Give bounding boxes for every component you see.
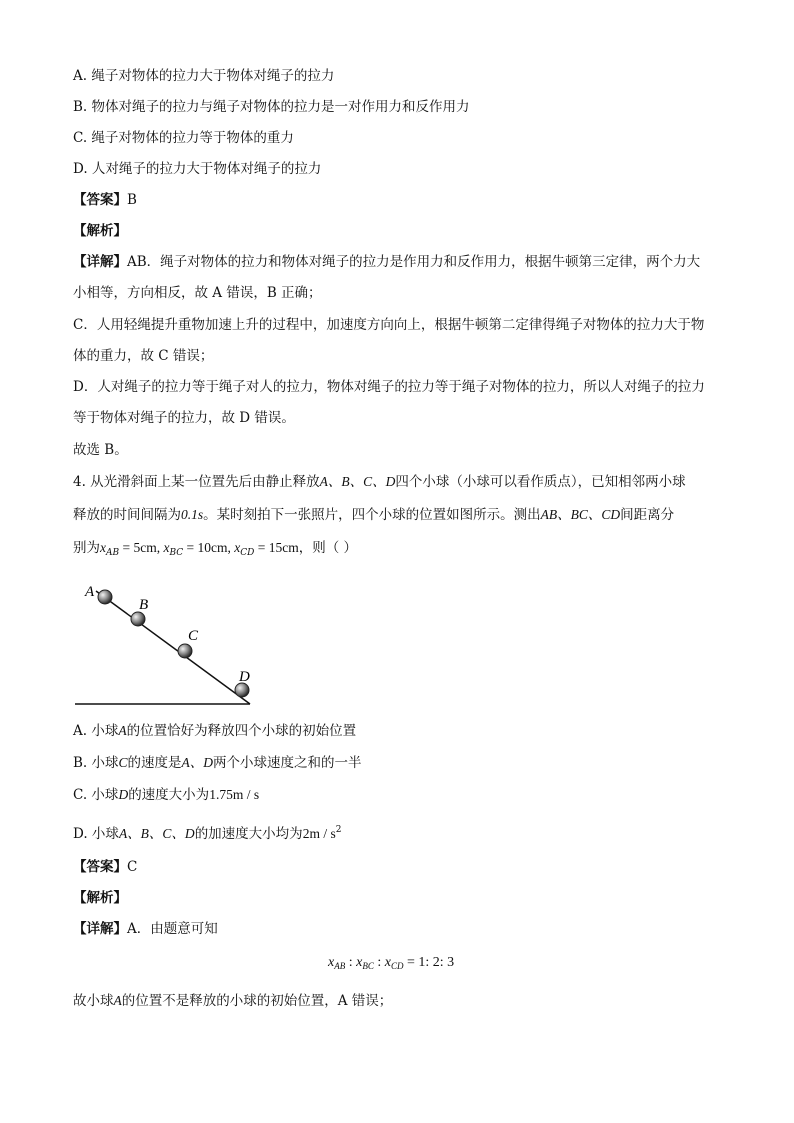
label-b: B xyxy=(139,597,149,613)
q4-stem-text: 。某时刻拍下一张照片，四个小球的位置如图所示。测出 xyxy=(203,507,541,523)
option-text: 的加速度大小均为 xyxy=(194,826,303,842)
q3-option-b: B. 物体对绳子的拉力与绳子对物体的拉力是一对作用力和反作用力 xyxy=(73,99,470,115)
formula-x: x xyxy=(328,955,335,970)
formula-x: x xyxy=(234,540,241,555)
q4-stem-text: 间距离分 xyxy=(620,507,675,523)
option-text: 两个小球速度之和的一半 xyxy=(213,755,362,771)
q3-detail-line-2: 小相等，方向相反，故 A 错误，B 正确； xyxy=(73,285,322,301)
detail-text: AB．绳子对物体的拉力和物体对绳子的拉力是作用力和反作用力，根据牛顿第三定律，两个力大 xyxy=(127,254,701,270)
option-text: 的速度大小为 xyxy=(128,787,210,803)
formula-sub: CD xyxy=(240,548,255,558)
ratio-formula xyxy=(328,955,454,971)
option-text: 的位置恰好为释放四个小球的初始位置 xyxy=(126,723,357,739)
detail-text: 故小球 xyxy=(73,993,114,1009)
formula-value: = 1: 2: 3 xyxy=(403,955,455,970)
label-d: D xyxy=(239,669,250,685)
q3-option-d: D. 人对绳子的拉力大于物体对绳子的拉力 xyxy=(73,161,322,177)
q3-detail-line-6: 等于物体对绳子的拉力，故 D 错误。 xyxy=(73,410,295,426)
ball-b xyxy=(131,612,145,626)
option-var: A xyxy=(118,723,127,738)
option-value: 1.75m / s xyxy=(209,787,260,802)
formula-x: x xyxy=(163,540,170,555)
detail-text: A．由题意可知 xyxy=(127,921,218,937)
formula-value: = 5cm, xyxy=(119,540,164,555)
q4-detail-line-1 xyxy=(73,919,218,939)
formula-sub: BC xyxy=(169,548,184,558)
answer-label: 【答案】 xyxy=(73,859,127,875)
formula-value: = 10cm, xyxy=(183,540,235,555)
label-a: A xyxy=(85,584,95,600)
option-var: D xyxy=(118,787,129,802)
q4-stem-text: 四个小球（小球可以看作质点），已知相邻两小球 xyxy=(395,474,686,490)
q3-analysis-label: 【解析】 xyxy=(73,223,127,239)
option-text: 的速度是 xyxy=(127,755,182,771)
q4-analysis-label: 【解析】 xyxy=(73,890,127,906)
q4-stem-vars: AB、BC、CD xyxy=(540,507,621,522)
q4-detail-line-2 xyxy=(73,991,392,1011)
q4-stem-text: ，则（ ） xyxy=(298,540,358,556)
option-var: C xyxy=(118,755,128,770)
formula-sub: BC xyxy=(362,961,374,971)
formula-value: = 15cm xyxy=(254,540,299,555)
ball-a xyxy=(98,590,112,604)
detail-label: 【详解】 xyxy=(73,254,127,270)
answer-value: C xyxy=(127,859,138,875)
answer-label: 【答案】 xyxy=(73,192,127,208)
option-var: A、B、C、D xyxy=(118,826,195,841)
formula-sub: CD xyxy=(390,961,404,971)
q4-stem-value: 0.1s xyxy=(181,507,204,522)
q4-option-d xyxy=(73,820,341,844)
formula-sep: : xyxy=(373,955,385,970)
detail-label: 【详解】 xyxy=(73,921,127,937)
label-c: C xyxy=(188,628,199,644)
option-sup: 2 xyxy=(335,825,342,835)
q4-option-a xyxy=(73,721,356,741)
q4-stem-text: 释放的时间间隔为 xyxy=(73,507,181,523)
option-text: B. 小球 xyxy=(73,755,119,771)
ball-c xyxy=(178,644,192,658)
q4-answer xyxy=(73,857,137,877)
q3-option-a: A. 绳子对物体的拉力大于物体对绳子的拉力 xyxy=(73,68,335,84)
formula-x: x xyxy=(100,540,106,555)
formula-sub: AB xyxy=(106,548,120,558)
answer-value: B xyxy=(127,192,137,208)
detail-var: A xyxy=(113,993,122,1008)
formula-sub: AB xyxy=(334,961,346,971)
option-text: D. 小球 xyxy=(73,826,119,842)
detail-text: 的位置不是释放的小球的初始位置，A 错误； xyxy=(121,993,393,1009)
q4-stem-text: 4. 从光滑斜面上某一位置先后由静止释放 xyxy=(73,474,320,490)
q3-detail-line-7: 故选 B。 xyxy=(73,442,128,458)
formula-sep: : xyxy=(345,955,357,970)
incline-line xyxy=(96,591,250,704)
ball-d xyxy=(235,683,249,697)
option-text: C. 小球 xyxy=(73,787,119,803)
q4-stem-vars: A、B、C、D xyxy=(319,474,396,489)
q3-detail-line-3: C．人用轻绳提升重物加速上升的过程中，加速度方向向上，根据牛顿第二定律得绳子对物体的拉力大于物 xyxy=(73,317,705,333)
option-text: A. 小球 xyxy=(73,723,119,739)
q3-detail-line-5: D．人对绳子的拉力等于绳子对人的拉力，物体对绳子的拉力等于绳子对物体的拉力，所以人对绳子的拉力 xyxy=(73,379,705,395)
q4-option-b xyxy=(73,753,362,773)
q3-detail-line-4: 体的重力，故 C 错误； xyxy=(73,348,214,364)
q4-option-c xyxy=(73,785,259,805)
option-var: A、D xyxy=(181,755,214,770)
q3-option-c: C. 绳子对物体的拉力等于物体的重力 xyxy=(73,130,294,146)
formula-x: x xyxy=(356,955,363,970)
q4-stem-text: 别为 xyxy=(73,540,100,556)
formula-x: x xyxy=(384,955,391,970)
option-value: 2m / s xyxy=(302,826,336,841)
